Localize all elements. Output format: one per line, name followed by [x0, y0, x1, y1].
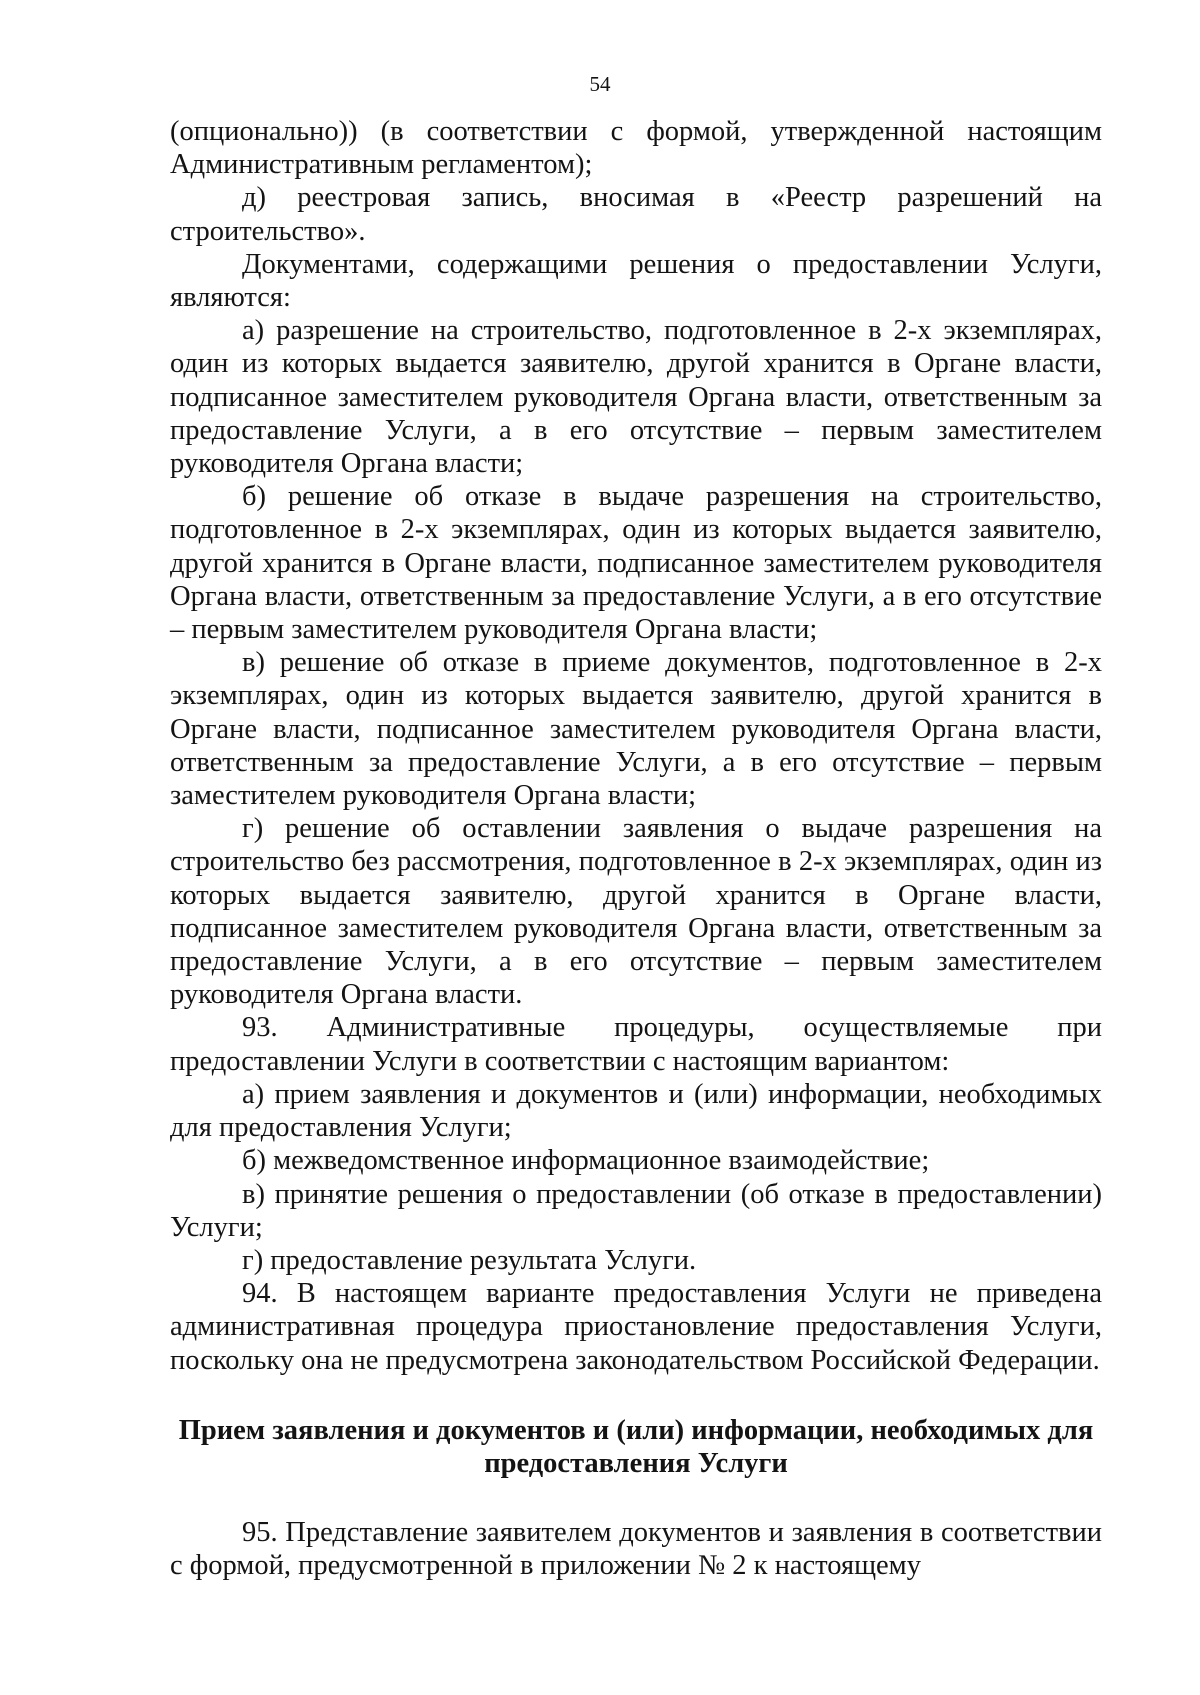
paragraph: г) решение об оставлении заявления о выдаче разрешения на строительство без рассмотрения, подготовленное в 2-х экземплярах, один из которых выдается заявителю, другой хранится в Органе власти, подписанное заместителем руководителя Органа власти, ответственным за предоставление Услуги, а в его отсутствие – первым заместителем руководителя Органа власти. — [170, 813, 1102, 1011]
paragraph: г) предоставление результата Услуги. — [242, 1244, 697, 1276]
paragraph: 93. Административные процедуры, осуществляемые при предоставлении Услуги в соответствии с настоящим вариантом: — [170, 1012, 1102, 1077]
paragraph: а) прием заявления и документов и (или) информации, необходимых для предоставления Услуги; — [170, 1078, 1102, 1144]
paragraph: а) разрешение на строительство, подготовленное в 2-х экземплярах, один из которых выдается заявителю, другой хранится в Органе власти, подписанное заместителем руководителя Органа власти, ответственным за предоставление Услуги, а в его отсутствие – первым заместителем руководителя Органа власти; — [170, 315, 1102, 480]
paragraph: 94. В настоящем варианте предоставления Услуги не приведена административная процедура приостановление предоставления Услуги, поскольку она не предусмотрена законодательством Российской Федерации. — [170, 1278, 1102, 1376]
paragraph: (опционально)) (в соответствии с формой, утвержденной настоящим Административным регламентом); — [170, 116, 1102, 181]
section-heading: Прием заявления и документов и (или) информации, необходимых для предоставления Услуги — [178, 1414, 1094, 1479]
paragraph: в) принятие решения о предоставлении (об отказе в предоставлении) Услуги; — [170, 1178, 1102, 1243]
paragraph: Документами, содержащими решения о предоставлении Услуги, являются: — [170, 248, 1102, 314]
paragraph: в) решение об отказе в приеме документов, подготовленное в 2-х экземплярах, один из которых выдается заявителю, другой хранится в Органе власти, подписанное заместителем руководителя Органа власти, ответственным за предоставление Услуги, а в его отсутствие – первым заместителем руководителя Органа власти; — [170, 647, 1102, 812]
paragraph: д) реестровая запись, вносимая в «Реестр разрешений на строительство». — [170, 182, 1102, 247]
paragraph: б) межведомственное информационное взаимодействие; — [242, 1145, 930, 1177]
document-body — [170, 115, 1102, 1583]
paragraph: б) решение об отказе в выдаче разрешения на строительство, подготовленное в 2-х экземплярах, один из которых выдается заявителю, другой хранится в Органе власти, подписанное заместителем руководителя Органа власти, ответственным за предоставление Услуги, а в его отсутствие – первым заместителем руководителя Органа власти; — [170, 481, 1102, 646]
page-number: 54 — [589, 72, 611, 96]
paragraph: 95. Представление заявителем документов и заявления в соответствии с формой, предусмотренной в приложении № 2 к настоящему — [170, 1517, 1102, 1582]
